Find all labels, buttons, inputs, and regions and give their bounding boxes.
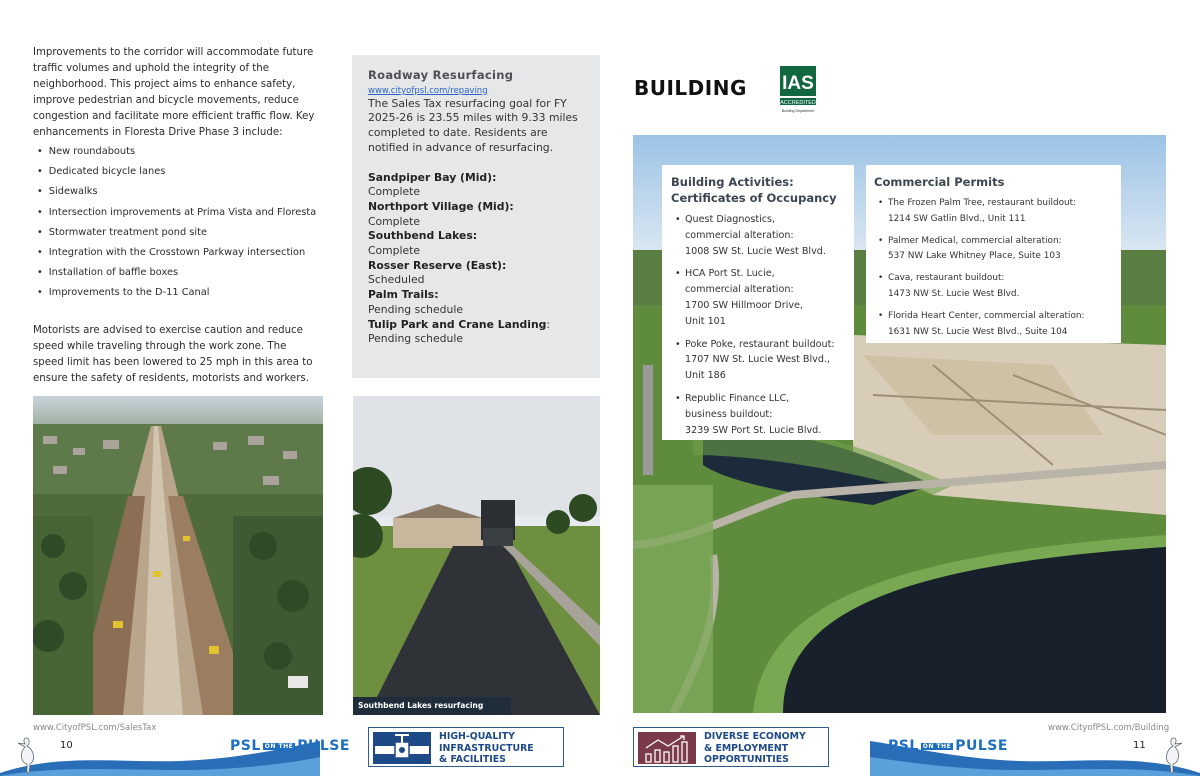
motorists-paragraph: Motorists are advised to exercise caution and reduce speed while traveling through the work zone. The speed limit has been lowered to 25 mph in this area to ensure the safety of residents, motorists and workers. [33, 325, 313, 384]
valve-pipe-icon [373, 732, 431, 764]
list-item: • Stormwater treatment pond site [33, 225, 333, 245]
list-item: • Integration with the Crosstown Parkway intersection [33, 245, 333, 265]
list-item: • Improvements to the D-11 Canal [33, 285, 333, 305]
roadway-resurfacing-panel [352, 55, 600, 378]
list-item: • Dedicated bicycle lanes [33, 164, 333, 184]
item-status: Pending schedule [368, 332, 463, 346]
activities-title-line2: Certificates of Occupancy [671, 191, 837, 205]
item-status: Scheduled [368, 273, 425, 287]
psl-on-the-pulse-logo-left: PSL ON THE PULSE [230, 738, 350, 754]
list-item: • Quest Diagnostics, commercial alteration: 1008 SW St. Lucie West Blvd. [671, 212, 851, 259]
footer-url-right[interactable]: www.CityofPSL.com/Building [1048, 723, 1170, 733]
page-number-right: 11 [1133, 740, 1146, 751]
heron-icon [12, 734, 40, 774]
commercial-permits-card [866, 165, 1121, 343]
list-item: • The Frozen Palm Tree, restaurant buildout: 1214 SW Gatlin Blvd., Unit 111 [874, 196, 1119, 228]
resurfacing-text: The Sales Tax resurfacing goal for FY 2025-26 is 23.55 miles with 9.33 miles completed to date. Residents are notified in advance of resurfacing. [368, 96, 578, 154]
building-activities-card [662, 165, 854, 440]
item-status: Complete [368, 214, 421, 228]
item-name: Northport Village (Mid): [368, 199, 514, 213]
activities-list [671, 212, 851, 438]
activities-title-line1: Building Activities: [671, 175, 794, 189]
list-item: • Palmer Medical, commercial alteration: 537 NW Lake Whitney Place, Suite 103 [874, 234, 1119, 266]
resurfacing-item [368, 259, 588, 288]
ias-logo-text: IAS [782, 73, 814, 94]
item-status: Complete [368, 185, 421, 199]
psl-on-the-pulse-logo-right: PSL ON THE PULSE [888, 738, 1008, 754]
page-title: BUILDING [634, 76, 747, 100]
list-item: • Republic Finance LLC, business buildout: 3239 SW Port St. Lucie Blvd. [671, 391, 851, 438]
item-status: Pending schedule [368, 302, 463, 316]
list-item: • Intersection improvements at Prima Vista and Floresta [33, 205, 333, 225]
repaving-link[interactable]: www.cityofpsl.com/repaving [368, 85, 488, 96]
aerial-construction-photo [33, 396, 323, 715]
list-item: • New roundabouts [33, 144, 333, 164]
resurfacing-item [368, 318, 588, 347]
list-item: • Sidewalks [33, 184, 333, 204]
ias-accredited-logo [780, 66, 816, 114]
item-name: Southbend Lakes: [368, 229, 478, 243]
list-item: • Poke Poke, restaurant buildout: 1707 NW St. Lucie West Blvd., Unit 186 [671, 337, 851, 384]
item-name: Sandpiper Bay (Mid): [368, 170, 497, 184]
item-suffix: : [546, 317, 551, 331]
economy-badge [633, 727, 829, 767]
ias-logo-accredited: ACCREDITED [780, 100, 816, 106]
ias-logo-subtitle: Building Department [781, 109, 815, 113]
resurfacing-item [368, 288, 588, 317]
intro-paragraph: Improvements to the corridor will accommodate future traffic volumes and uphold the integrity of the neighborhood. This project aims to enhance safety, improve pedestrian and bicycle movements, reduce congestion and facilitate more efficient traffic flow. Key enhancements in Floresta Drive Phase 3 include: [33, 47, 315, 138]
item-name: Rosser Reserve (East): [368, 258, 507, 272]
list-item: • Cava, restaurant buildout: 1473 NW St. Lucie West Blvd. [874, 271, 1119, 303]
resurfacing-item [368, 200, 588, 229]
list-item: • Installation of baffle boxes [33, 265, 333, 285]
resurfacing-item [368, 229, 588, 258]
enhancements-list [33, 144, 333, 306]
permits-list [874, 196, 1119, 340]
item-name: Palm Trails: [368, 288, 439, 302]
infrastructure-badge [368, 727, 564, 767]
growth-chart-icon [638, 732, 696, 764]
heron-icon [1160, 734, 1188, 774]
item-status: Complete [368, 244, 421, 258]
item-name: Tulip Park and Crane Landing [368, 317, 547, 331]
list-item: • Florida Heart Center, commercial alteration: 1631 NW St. Lucie West Blvd., Suite 104 [874, 309, 1119, 341]
footer-url-left[interactable]: www.CityofPSL.com/SalesTax [33, 723, 157, 733]
resurfacing-item [368, 171, 588, 200]
infra-badge-text: HIGH-QUALITY INFRASTRUCTURE & FACILITIES [439, 731, 534, 766]
permits-title: Commercial Permits [874, 175, 1005, 189]
economy-badge-text: DIVERSE ECONOMY & EMPLOYMENT OPPORTUNITIES [704, 731, 806, 766]
road-resurfacing-photo [353, 396, 600, 715]
resurfacing-title: Roadway Resurfacing [368, 68, 514, 82]
list-item: • HCA Port St. Lucie, commercial alteration: 1700 SW Hillmoor Drive, Unit 101 [671, 266, 851, 329]
photo-caption: Southbend Lakes resurfacing [353, 697, 511, 715]
page-number-left: 10 [60, 740, 73, 751]
